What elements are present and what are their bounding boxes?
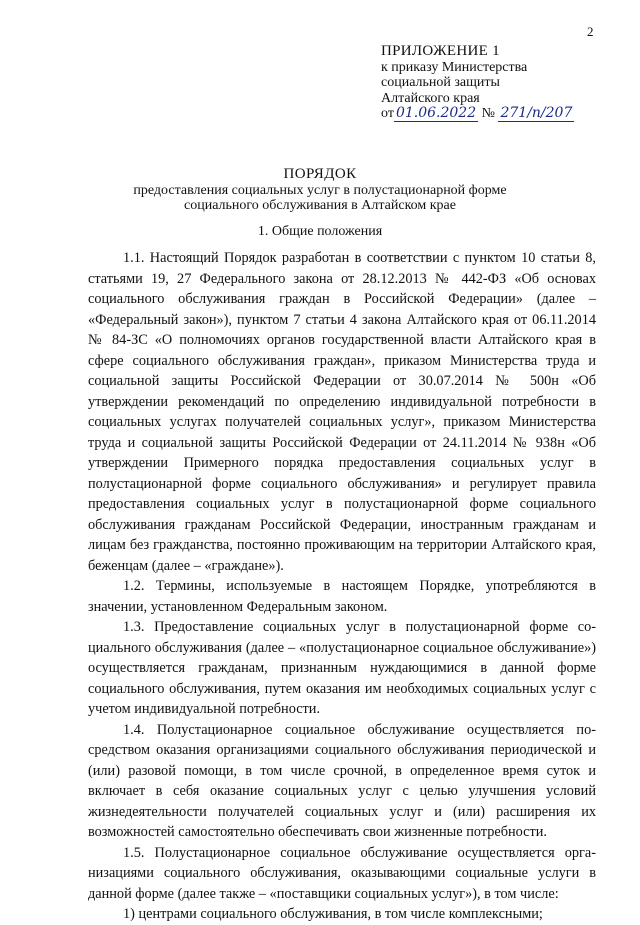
list-item-1: 1) центрами социального обслуживания, в том числе комплексными; — [123, 906, 543, 922]
section-heading: 1. Общие положения — [257, 224, 383, 239]
handwritten-number: 271/п/207 — [500, 105, 573, 121]
handwritten-date: 01.06.2022 — [395, 105, 477, 121]
subtitle-line-1: предоставления социальных услуг в полустационарной форме — [133, 183, 507, 198]
appendix-title: ПРИЛОЖЕНИЕ 1 — [381, 43, 500, 59]
subtitle-line-2: социального обслуживания в Алтайском крае — [184, 198, 456, 213]
page-number: 2 — [587, 24, 594, 39]
paragraph-1-1: 1.1. Настоящий Порядок разработан в соответствии с пунктом 10 статьи 8, статьями 19, 27 Федерального закона от 28.12.2013 № 442-ФЗ «Об основах социального обслуживания граждан в Российской Федерации» (далее – «Федеральный закон»), пунктом 7 статьи 4 закона Алтайского края от 06.11.2014 № 84-ЗС «О полномочиях органов государственной власти Алтайского края в сфере социального обслуживания граждан», приказом Министерства труда и социальной защиты Российской Федерации от 30.07.2014 № 500н «Об утверждении рекомендаций по определению индивидуальной потребности в социальных услугах получателей социальных услуг», приказом Министерства труда и социальной защиты Российской Федерации от 24.11.2014 № 938н «Об утверждении Примерного порядка предоставления социальных услуг в полустационарной форме социального обслуживания» и регулирует правила предоставления социальных услуг в полустационарной форме социального обслуживания гражданам Российской Федерации, иностранным гражданам и лицам без гражданства, постоянно проживающим на территории Алтайского края, беженцам (далее – «граждане»). — [88, 250, 596, 574]
number-prefix: № — [481, 106, 495, 121]
appendix-line-order: к приказу Министерства — [381, 59, 528, 75]
date-prefix: от — [381, 106, 394, 121]
appendix-date-line — [381, 106, 626, 122]
paragraph-1-3: 1.3. Предоставление социальных услуг в полустационарной форме социального обслуживания (далее – «полустационарное социальное обслуживание») осуществляется гражданам, признанным нуждающимися в данной форме социального обслуживания, путем оказания им необходимых социальных услуг с учетом индивидуальной потребности. — [88, 619, 596, 717]
document-subtitle — [0, 183, 640, 213]
appendix-line-ministry: социальной защиты — [381, 75, 500, 90]
paragraph-1-4: 1.4. Полустационарное социальное обслуживание осуществляется посредством оказания организациями социального обслуживания периодической и (или) разовой помощи, в том числе срочной, в определенное время суток и включает в себя оказание социальных услуг с целью улучшения условий жизнедеятельности получателей социальных услуг и (или) расширения их возможностей самостоятельно обеспечивать свои жизненные потребности. — [88, 721, 596, 840]
appendix-line-region: Алтайского края — [381, 90, 480, 106]
paragraph-1-2: 1.2. Термины, используемые в настоящем Порядке, употребляются в значении, установленном Федеральным законом. — [88, 578, 596, 615]
paragraph-1-5: 1.5. Полустационарное социальное обслуживание осуществляется организациями социального обслуживания, оказывающими социальные услуги в данной форме (далее также – «поставщики социальных услуг»), в том числе: — [88, 844, 596, 902]
appendix-block — [381, 44, 626, 122]
document-body — [88, 248, 596, 925]
document-title: ПОРЯДОК — [283, 166, 357, 182]
